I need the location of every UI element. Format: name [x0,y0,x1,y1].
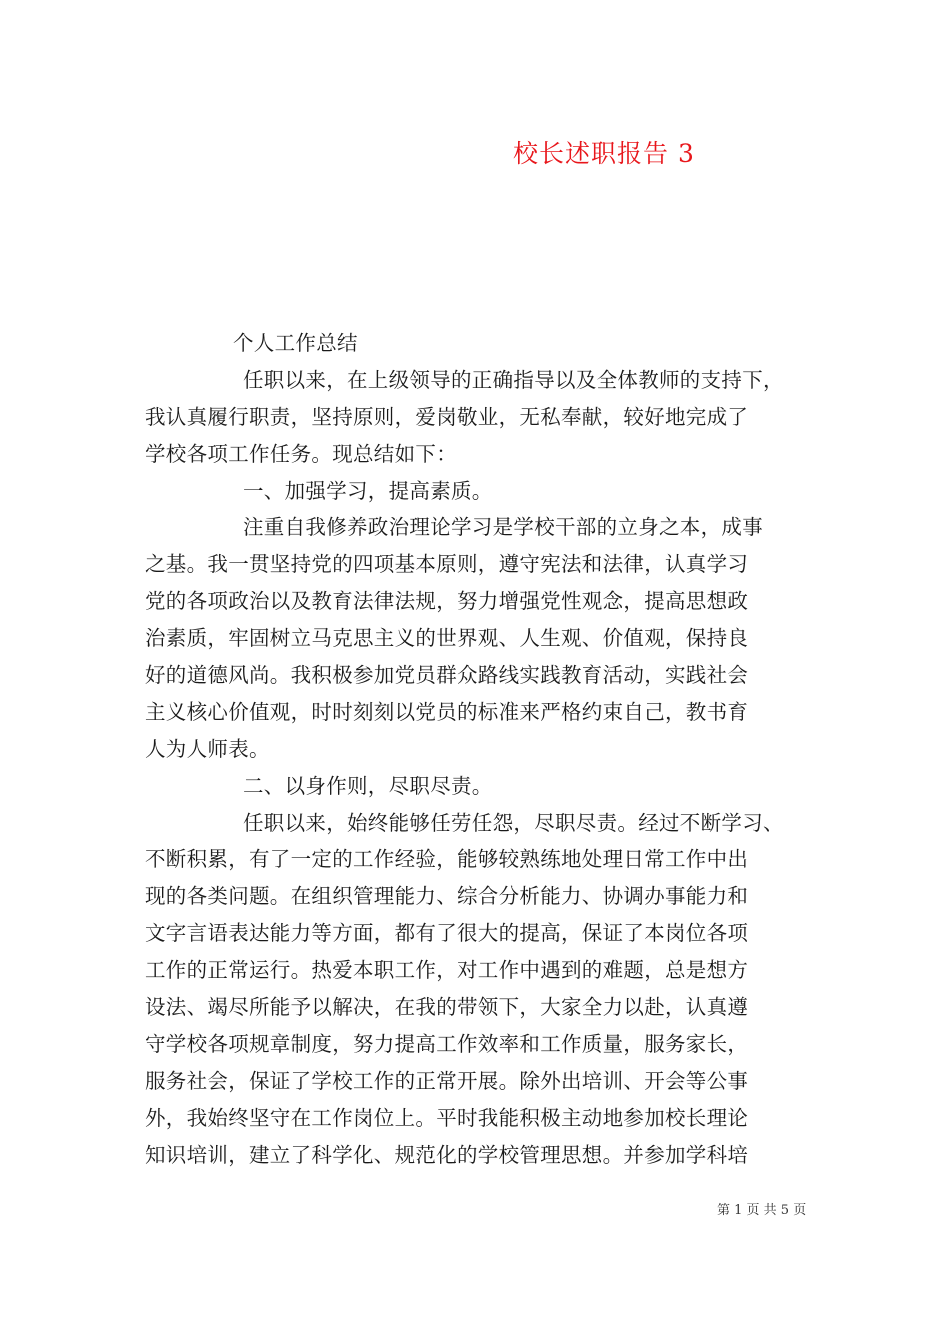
paragraph-line: 知识培训，建立了科学化、规范化的学校管理思想。并参加学科培 [145,1142,749,1167]
paragraph-line: 治素质，牢固树立马克思主义的世界观、人生观、价值观，保持良 [145,626,749,651]
paragraph-line: 设法、竭尽所能予以解决，在我的带领下，大家全力以赴，认真遵 [145,995,749,1020]
paragraph-line: 任职以来，在上级领导的正确指导以及全体教师的支持下， [243,367,784,392]
document-title: 校长述职报告 3 [513,139,695,168]
paragraph-line: 现的各类问题。在组织管理能力、综合分析能力、协调办事能力和 [145,884,749,909]
paragraph-line: 学校各项工作任务。现总结如下： [145,441,457,466]
paragraph-line: 之基。我一贯坚持党的四项基本原则，遵守宪法和法律，认真学习 [145,552,749,577]
paragraph-line: 人为人师表。 [145,736,270,761]
document-body [145,325,825,1173]
paragraph-line: 服务社会，保证了学校工作的正常开展。除外出培训、开会等公事 [145,1068,749,1093]
paragraph-line: 党的各项政治以及教育法律法规，努力增强党性观念，提高思想政 [145,589,749,614]
section-heading: 二、以身作则，尽职尽责。 [243,773,493,798]
paragraph-line: 注重自我修养政治理论学习是学校干部的立身之本，成事 [243,515,763,540]
paragraph-line: 守学校各项规章制度，努力提高工作效率和工作质量，服务家长， [145,1031,749,1056]
paragraph-line: 主义核心价值观，时时刻刻以党员的标准来严格约束自己，教书育 [145,699,749,724]
paragraph-line: 我认真履行职责，坚持原则，爱岗敬业，无私奉献，较好地完成了 [145,404,749,429]
paragraph-line: 文字言语表达能力等方面，都有了很大的提高，保证了本岗位各项 [145,921,749,946]
paragraph-line: 工作的正常运行。热爱本职工作，对工作中遇到的难题，总是想方 [145,958,749,983]
paragraph-line: 好的道德风尚。我积极参加党员群众路线实践教育活动，实践社会 [145,663,749,688]
paragraph-line: 外，我始终坚守在工作岗位上。平时我能积极主动地参加校长理论 [145,1105,749,1130]
section-heading: 个人工作总结 [233,331,358,355]
page-number-footer: 第 1 页 共 5 页 [717,1203,807,1218]
paragraph-line: 任职以来，始终能够任劳任怨，尽职尽责。经过不断学习、 [243,810,784,835]
section-heading: 一、加强学习，提高素质。 [243,478,493,503]
paragraph-line: 不断积累，有了一定的工作经验，能够较熟练地处理日常工作中出 [145,847,749,872]
